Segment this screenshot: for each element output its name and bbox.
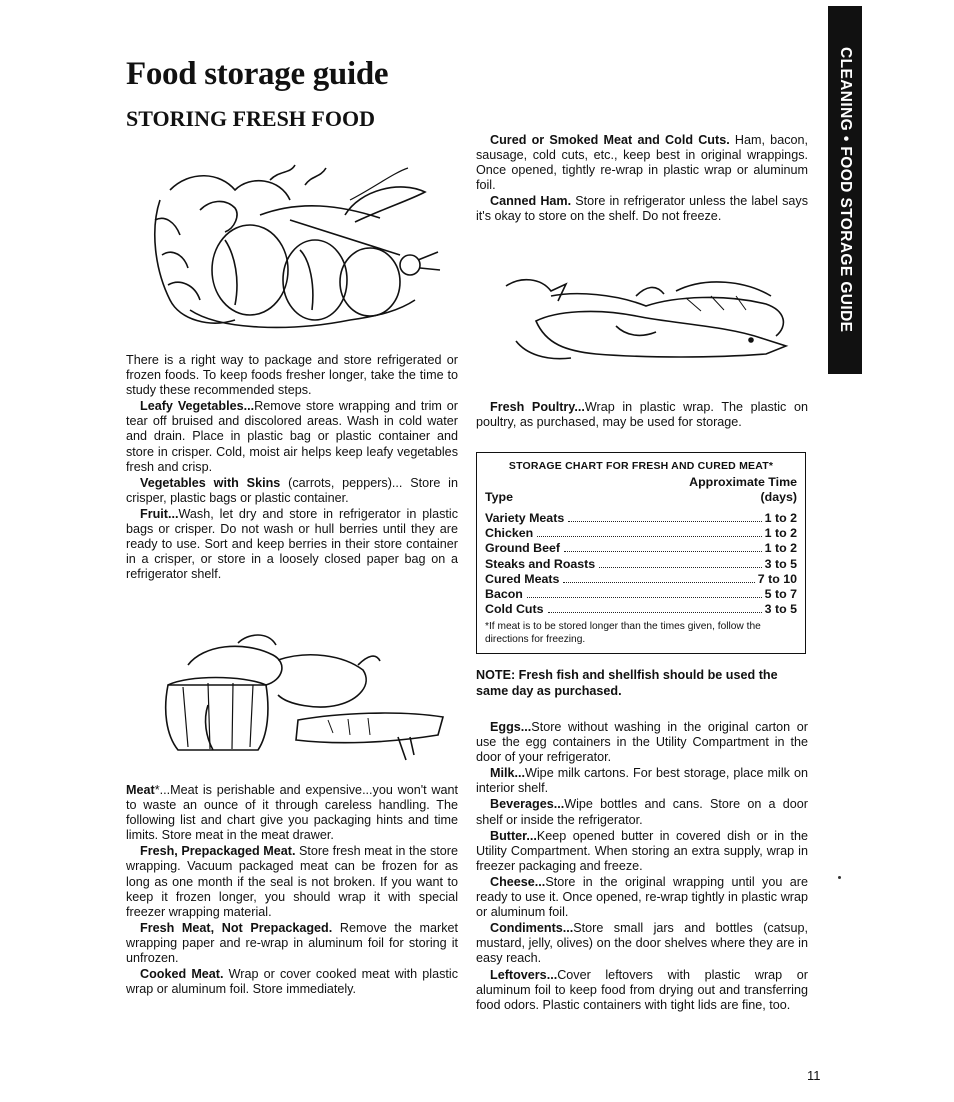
storage-chart-row bbox=[485, 511, 797, 526]
storage-chart-col-time bbox=[689, 475, 797, 505]
dot-leader bbox=[564, 551, 762, 552]
storage-chart-row bbox=[485, 541, 797, 556]
storage-chart-row bbox=[485, 587, 797, 602]
meat-text: *...Meat is perishable and expensive...you won't want to waste an ounce of it through careless handling. The following list and chart give you packaging hints and time limits. Store meat in the meat drawer. bbox=[126, 783, 458, 843]
leftovers-paragraph bbox=[476, 968, 808, 1013]
section-tab bbox=[828, 6, 862, 374]
cheese-paragraph bbox=[476, 875, 808, 920]
meat-label: Meat bbox=[126, 783, 155, 797]
storage-chart-type: Chicken bbox=[485, 526, 534, 541]
dot-leader bbox=[568, 521, 761, 522]
cured-meat-text: Ham, bacon, sausage, cold cuts, etc., keep best in original wrappings. Once opened, tightly re-wrap in plastic wrap or aluminum foil. bbox=[476, 133, 808, 193]
dot-leader bbox=[599, 567, 761, 568]
leftovers-text: Cover leftovers with plastic wrap or aluminum foil to keep food from drying out and transferring food odors. Plastic containers with tight lids are fine, too. bbox=[476, 967, 808, 1012]
eggs-paragraph bbox=[476, 720, 808, 765]
milk-paragraph bbox=[476, 766, 808, 796]
butter-paragraph bbox=[476, 829, 808, 874]
not-prepackaged-meat-text: Remove the market wrapping paper and re-wrap in aluminum foil for storing it unfrozen. bbox=[126, 920, 458, 966]
storage-chart-row bbox=[485, 526, 797, 541]
page-number: 11 bbox=[807, 1068, 821, 1083]
leftovers-label: Leftovers... bbox=[490, 967, 558, 982]
fruit-label: Fruit... bbox=[140, 506, 179, 521]
cured-meat-paragraph bbox=[476, 133, 808, 193]
right-column-poultry bbox=[476, 400, 808, 431]
storage-chart-type: Cured Meats bbox=[485, 571, 560, 586]
storage-chart-days: 1 to 2 bbox=[764, 541, 797, 556]
vegetables-illustration bbox=[140, 160, 445, 335]
cooked-meat-paragraph bbox=[126, 967, 458, 997]
meat-paragraph bbox=[126, 783, 458, 843]
storage-chart-footnote: *If meat is to be stored longer than the times given, follow the directions for freezing. bbox=[485, 621, 761, 645]
dot-leader bbox=[537, 536, 761, 537]
storage-chart-col-time-unit: (days) bbox=[760, 490, 797, 504]
section-heading: STORING FRESH FOOD bbox=[126, 106, 375, 131]
storage-chart-rows bbox=[485, 511, 797, 617]
canned-ham-text: Store in refrigerator unless the label says it's okay to store on the shelf. Do not freeze. bbox=[476, 194, 808, 224]
milk-label: Milk... bbox=[490, 766, 525, 781]
leafy-vegetables-paragraph bbox=[126, 399, 458, 474]
poultry-text: Wrap in plastic wrap. The plastic on poultry, as purchased, may be used for storage. bbox=[476, 400, 808, 430]
fruit-paragraph bbox=[126, 507, 458, 582]
storage-chart bbox=[476, 452, 806, 654]
condiments-text: Store small jars and bottles (catsup, mustard, jelly, olives) on the door shelves where they are in easy reach. bbox=[476, 921, 808, 966]
leafy-vegetables-text: Remove store wrapping and trim or tear off bruised and discolored areas. Wash in cold water and drain. Place in plastic bag or plastic container and store in crisper. Cold, moist air helps keep leafy vegetables fresh and crisp. bbox=[126, 399, 459, 474]
condiments-paragraph bbox=[476, 921, 808, 966]
not-prepackaged-meat-paragraph bbox=[126, 921, 458, 966]
not-prepackaged-meat-label: Fresh Meat, Not Prepackaged. bbox=[140, 920, 333, 935]
vegetables-skins-paragraph bbox=[126, 476, 458, 506]
storage-chart-type: Variety Meats bbox=[485, 511, 565, 525]
milk-text: Wipe milk cartons. For best storage, place milk on interior shelf. bbox=[476, 766, 808, 796]
prepackaged-meat-paragraph bbox=[126, 844, 458, 919]
storage-chart-col-type: Type bbox=[485, 490, 513, 504]
canned-ham-label: Canned Ham. bbox=[490, 194, 572, 209]
storage-chart-days: 3 to 5 bbox=[764, 556, 797, 571]
page-title: Food storage guide bbox=[126, 56, 389, 92]
vegetables-skins-text: (carrots, peppers)... Store in crisper, plastic bags or plastic container. bbox=[126, 475, 458, 505]
intro-paragraph: There is a right way to package and store refrigerated or frozen foods. To keep foods fresher longer, take the time to study these recommended steps. bbox=[126, 353, 458, 398]
section-tab-label: CLEANING • FOOD STORAGE GUIDE bbox=[837, 47, 854, 333]
storage-chart-col-time-label: Approximate Time bbox=[689, 475, 797, 489]
condiments-label: Condiments... bbox=[490, 921, 574, 936]
eggs-label: Eggs... bbox=[490, 720, 532, 734]
poultry-illustration bbox=[496, 266, 796, 366]
storage-chart-type: Bacon bbox=[485, 587, 523, 602]
dot-leader bbox=[548, 612, 762, 613]
beverages-label: Beverages... bbox=[490, 797, 565, 812]
eggs-text: Store without washing in the original carton or use the egg containers in the Utility Compartment in the door of your refrigerator. bbox=[476, 720, 808, 765]
beverages-paragraph bbox=[476, 797, 808, 827]
fruit-text: Wash, let dry and store in refrigerator in plastic bags or crisper. Do not wash or hull berries until they are ready to use. Sort and keep berries in their store container in a crisper, or store in a loosely closed paper bag on a refrigerator shelf. bbox=[126, 506, 458, 582]
storage-chart-row bbox=[485, 557, 797, 572]
margin-dot bbox=[838, 876, 841, 879]
fish-note: NOTE: Fresh fish and shellfish should be used the same day as purchased. bbox=[476, 668, 778, 698]
poultry-paragraph bbox=[476, 400, 808, 430]
left-column-meat bbox=[126, 783, 458, 998]
storage-chart-title: STORAGE CHART FOR FRESH AND CURED MEAT* bbox=[508, 460, 774, 472]
storage-chart-row bbox=[485, 602, 797, 617]
butter-text: Keep opened butter in covered dish or in the Utility Compartment. When storing an extra supply, wrap in freezer packaging and freeze. bbox=[476, 828, 808, 873]
cured-meat-label: Cured or Smoked Meat and Cold Cuts. bbox=[490, 133, 730, 147]
right-column-bottom bbox=[476, 720, 808, 1014]
leafy-vegetables-label: Leafy Vegetables... bbox=[140, 399, 255, 414]
storage-chart-days: 5 to 7 bbox=[764, 587, 797, 602]
butter-label: Butter... bbox=[490, 828, 537, 843]
left-column bbox=[126, 353, 458, 583]
cooked-meat-label: Cooked Meat. bbox=[140, 967, 224, 982]
storage-chart-header bbox=[485, 475, 797, 505]
storage-chart-type: Steaks and Roasts bbox=[485, 556, 596, 571]
storage-chart-row bbox=[485, 572, 797, 587]
meats-illustration bbox=[148, 625, 448, 765]
storage-chart-type: Cold Cuts bbox=[485, 602, 544, 617]
vegetables-skins-label: Vegetables with Skins bbox=[140, 475, 281, 490]
prepackaged-meat-label: Fresh, Prepackaged Meat. bbox=[140, 844, 296, 859]
storage-chart-type: Ground Beef bbox=[485, 541, 561, 556]
storage-chart-days: 3 to 5 bbox=[764, 602, 797, 617]
poultry-label: Fresh Poultry... bbox=[490, 400, 585, 414]
prepackaged-meat-text: Store fresh meat in the store wrapping. Vacuum packaged meat can be frozen for as long as one month if the seal is not broken. If you want to keep it frozen longer, you should wrap it with special freezer wrapping material. bbox=[126, 844, 458, 919]
canned-ham-paragraph bbox=[476, 194, 808, 224]
dot-leader bbox=[527, 597, 762, 598]
storage-chart-days: 7 to 10 bbox=[757, 571, 797, 586]
dot-leader bbox=[563, 582, 754, 583]
cooked-meat-text: Wrap or cover cooked meat with plastic wrap or aluminum foil. Store immediately. bbox=[126, 967, 458, 997]
cheese-text: Store in the original wrapping until you are ready to use it. Once opened, re-wrap tightly in plastic wrap or aluminum foil. bbox=[476, 874, 808, 920]
cheese-label: Cheese... bbox=[490, 874, 546, 889]
storage-chart-days: 1 to 2 bbox=[764, 526, 797, 541]
beverages-text: Wipe bottles and cans. Store on a door shelf or inside the refrigerator. bbox=[476, 797, 808, 827]
right-column-top bbox=[476, 133, 808, 226]
storage-chart-days: 1 to 2 bbox=[764, 511, 797, 525]
